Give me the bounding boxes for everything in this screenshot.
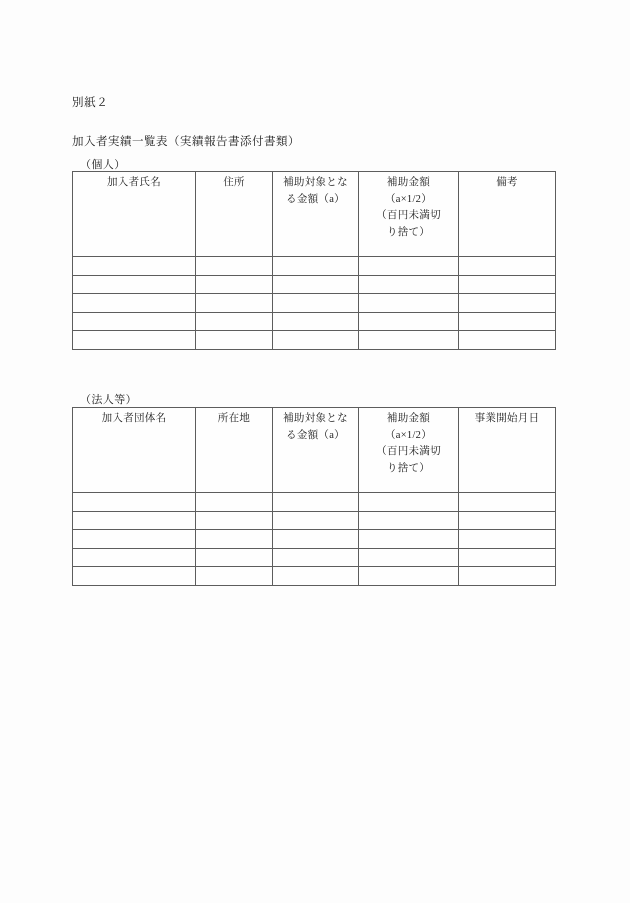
table-header-row-group	[73, 408, 556, 493]
cell-subsidy-amount[interactable]	[359, 294, 459, 313]
header-line: （百円未満切	[376, 210, 441, 221]
header-line: り捨て）	[386, 226, 431, 238]
table-header-row-group	[73, 172, 556, 257]
header-line: 住所	[223, 177, 245, 188]
cell-subsidy-target-amount[interactable]	[273, 294, 359, 313]
header-line: る金額（a）	[286, 193, 345, 205]
cell-subsidy-target-amount[interactable]	[273, 275, 359, 294]
cell-subsidy-amount[interactable]	[359, 331, 459, 350]
cell-group-name[interactable]	[73, 511, 196, 530]
column-header-subsidy-target-amount	[273, 172, 359, 257]
cell-name[interactable]	[73, 275, 196, 294]
table-row	[73, 511, 556, 530]
header-line: （a×1/2）	[384, 429, 433, 441]
cell-remarks[interactable]	[459, 294, 556, 313]
column-header-remarks	[459, 172, 556, 257]
cell-address[interactable]	[196, 275, 273, 294]
cell-remarks[interactable]	[459, 257, 556, 276]
cell-address[interactable]	[196, 312, 273, 331]
table-row	[73, 331, 556, 350]
cell-subsidy-target-amount[interactable]	[273, 567, 359, 586]
cell-location[interactable]	[196, 530, 273, 549]
column-header-name	[73, 172, 196, 257]
cell-subsidy-target-amount[interactable]	[273, 257, 359, 276]
cell-name[interactable]	[73, 312, 196, 331]
cell-name[interactable]	[73, 331, 196, 350]
cell-subsidy-amount[interactable]	[359, 493, 459, 512]
cell-name[interactable]	[73, 294, 196, 313]
cell-location[interactable]	[196, 567, 273, 586]
header-line: 補助対象とな	[283, 413, 348, 424]
cell-remarks[interactable]	[459, 275, 556, 294]
table-row	[73, 567, 556, 586]
column-header-location	[196, 408, 273, 493]
header-line: 加入者団体名	[101, 413, 167, 424]
table-row	[73, 548, 556, 567]
cell-subsidy-amount[interactable]	[359, 275, 459, 294]
header-line: る金額（a）	[286, 429, 345, 441]
section-label-individual: （個人）	[80, 159, 126, 171]
cell-subsidy-amount[interactable]	[359, 548, 459, 567]
cell-business-start-date[interactable]	[459, 548, 556, 567]
table-row	[73, 312, 556, 331]
cell-subsidy-target-amount[interactable]	[273, 493, 359, 512]
cell-subsidy-target-amount[interactable]	[273, 331, 359, 350]
cell-subsidy-amount[interactable]	[359, 530, 459, 549]
cell-group-name[interactable]	[73, 567, 196, 586]
cell-subsidy-target-amount[interactable]	[273, 530, 359, 549]
column-header-group-name	[73, 408, 196, 493]
header-line: 備考	[496, 177, 518, 188]
header-line: 補助金額	[386, 177, 431, 188]
form-number-label: 別紙２	[72, 97, 109, 109]
table-row	[73, 275, 556, 294]
cell-location[interactable]	[196, 493, 273, 512]
cell-business-start-date[interactable]	[459, 511, 556, 530]
header-line: 加入者氏名	[107, 177, 161, 188]
header-line: （a×1/2）	[384, 193, 433, 205]
corporate-results-table	[72, 407, 556, 586]
cell-name[interactable]	[73, 257, 196, 276]
header-line: 所在地	[217, 413, 251, 424]
table-row	[73, 294, 556, 313]
cell-group-name[interactable]	[73, 548, 196, 567]
header-line: 事業開始月日	[474, 413, 540, 424]
column-header-business-start-date	[459, 408, 556, 493]
cell-subsidy-amount[interactable]	[359, 257, 459, 276]
cell-subsidy-amount[interactable]	[359, 567, 459, 586]
cell-business-start-date[interactable]	[459, 493, 556, 512]
header-line: （百円未満切	[376, 446, 441, 457]
section-label-corporate: （法人等）	[80, 394, 137, 406]
table-header-row	[73, 408, 556, 493]
table-row	[73, 530, 556, 549]
individual-table-body	[73, 257, 556, 350]
column-header-address	[196, 172, 273, 257]
column-header-subsidy-amount	[359, 408, 459, 493]
cell-location[interactable]	[196, 548, 273, 567]
header-line: 補助金額	[386, 413, 431, 424]
cell-subsidy-target-amount[interactable]	[273, 312, 359, 331]
cell-remarks[interactable]	[459, 331, 556, 350]
cell-subsidy-target-amount[interactable]	[273, 548, 359, 567]
cell-business-start-date[interactable]	[459, 530, 556, 549]
column-header-subsidy-target-amount	[273, 408, 359, 493]
cell-subsidy-amount[interactable]	[359, 511, 459, 530]
cell-remarks[interactable]	[459, 312, 556, 331]
cell-subsidy-amount[interactable]	[359, 312, 459, 331]
table-row	[73, 257, 556, 276]
column-header-subsidy-amount	[359, 172, 459, 257]
header-line: り捨て）	[386, 462, 431, 474]
cell-group-name[interactable]	[73, 493, 196, 512]
cell-group-name[interactable]	[73, 530, 196, 549]
cell-business-start-date[interactable]	[459, 567, 556, 586]
page-title: 加入者実績一覧表（実績報告書添付書類）	[72, 136, 300, 148]
cell-address[interactable]	[196, 257, 273, 276]
cell-address[interactable]	[196, 331, 273, 350]
corporate-table-body	[73, 493, 556, 586]
table-row	[73, 493, 556, 512]
cell-address[interactable]	[196, 294, 273, 313]
cell-subsidy-target-amount[interactable]	[273, 511, 359, 530]
cell-location[interactable]	[196, 511, 273, 530]
individual-results-table	[72, 171, 556, 350]
header-line: 補助対象とな	[283, 177, 348, 188]
table-header-row	[73, 172, 556, 257]
